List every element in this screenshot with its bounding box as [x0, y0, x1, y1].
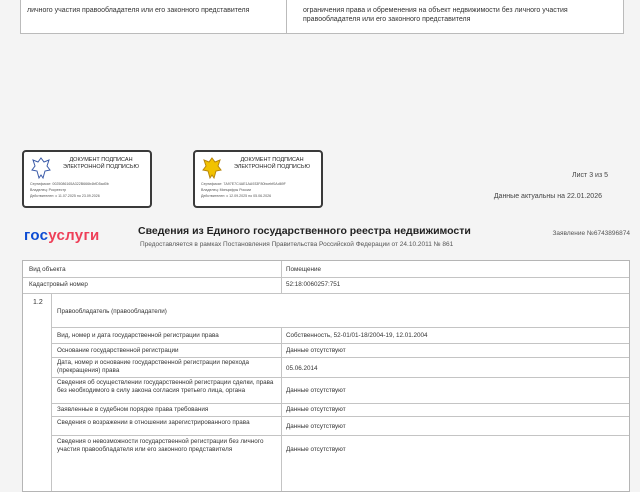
logo-part-2: услуги	[48, 227, 100, 244]
object-type-value: Помещение	[286, 266, 321, 273]
row-divider	[51, 416, 629, 417]
coat-of-arms-icon	[201, 156, 223, 180]
impossibility-label: Сведения о невозможности государственной регистрации без личного участия правообладателя или его законного представителя	[57, 438, 264, 453]
row-divider	[51, 403, 629, 404]
column-divider	[281, 327, 282, 491]
gosuslugi-logo	[24, 227, 100, 244]
registration-right-value: Собственность, 52-01/01-18/2004-19, 12.01.2004	[286, 332, 428, 339]
stamp-2-line-1: Сертификат: 7A97E7C4AE1AA933F80bcebf0Ad69F	[201, 182, 286, 186]
section-number: 1.2	[33, 299, 43, 306]
objection-label: Сведения о возражении в отношении зарегистрированного права	[57, 419, 250, 426]
row-divider	[51, 343, 629, 344]
section-column-divider	[51, 293, 52, 491]
impossibility-value: Данные отсутствуют	[286, 446, 346, 453]
owner-label: Правообладатель (правообладатели)	[57, 308, 167, 315]
objection-value: Данные отсутствуют	[286, 423, 346, 430]
stamp-2-heading: ДОКУМЕНТ ПОДПИСАН ЭЛЕКТРОННОЙ ПОДПИСЬЮ	[233, 157, 311, 170]
cadastral-value: 52:18:0060257:751	[286, 281, 341, 288]
deal-registration-label: Сведения об осуществлении государственной регистрации сделки, права без необходимого в силу закона согласия третьего лица, органа	[57, 379, 274, 394]
row-divider	[51, 435, 629, 436]
cadastral-label: Кадастровый номер	[29, 281, 88, 288]
signature-stamp-1	[22, 150, 152, 208]
signature-stamp-2	[193, 150, 323, 208]
deal-registration-value: Данные отсутствуют	[286, 387, 346, 394]
row-divider	[51, 377, 629, 378]
document-title: Сведения из Единого государственного реестра недвижимости	[138, 225, 471, 237]
registration-basis-value: Данные отсутствуют	[286, 347, 346, 354]
document-subtitle: Предоставляется в рамках Постановления Правительства Российской Федерации от 24.10.2011 № 861	[140, 241, 454, 248]
row-divider	[51, 357, 629, 358]
row-divider	[51, 327, 629, 328]
registration-basis-label: Основание государственной регистрации	[57, 347, 179, 354]
court-claims-label: Заявленные в судебном порядке права требования	[57, 406, 209, 413]
court-claims-value: Данные отсутствуют	[286, 406, 346, 413]
stamp-1-line-1: Сертификат: 0025086165A322B666b4bfD5ad0b	[30, 182, 109, 186]
stamp-1-line-3: Действителен: с 11.07.2025 по 23.09.2026	[30, 194, 100, 198]
sheet-number: Лист 3 из 5	[572, 172, 608, 179]
stamp-2-line-3: Действителен: с 12.09.2025 по 05.06.2026	[201, 194, 272, 198]
stamp-1-heading: ДОКУМЕНТ ПОДПИСАН ЭЛЕКТРОННОЙ ПОДПИСЬЮ	[62, 157, 140, 170]
logo-part-1: гос	[24, 227, 49, 244]
top-right-text: ограничения права и обременения на объект недвижимости без личного участия правообладателя или его законного представителя	[303, 7, 568, 23]
row-divider	[23, 277, 629, 278]
stamp-1-line-2: Владелец: Росреестр	[30, 188, 67, 192]
data-actual-date: Данные актуальны на 22.01.2026	[493, 193, 602, 200]
request-number: Заявление №6743896874	[552, 230, 630, 237]
registration-right-label: Вид, номер и дата государственной регистрации права	[57, 332, 219, 339]
transfer-date-label: Дата, номер и основание государственной регистрации перехода (прекращения) права	[57, 359, 250, 374]
object-type-label: Вид объекта	[29, 266, 66, 273]
registry-table	[22, 260, 630, 492]
coat-of-arms-icon	[30, 156, 52, 180]
row-divider	[23, 293, 629, 294]
transfer-date-value: 05.06.2014	[286, 365, 318, 372]
top-table-left-cell	[21, 0, 287, 33]
stamp-2-line-2: Владелец: Минцифры России	[201, 188, 252, 192]
top-table-fragment	[20, 0, 624, 34]
column-divider	[281, 261, 282, 293]
top-left-text: личного участия правообладателя или его законного представителя	[27, 7, 250, 14]
